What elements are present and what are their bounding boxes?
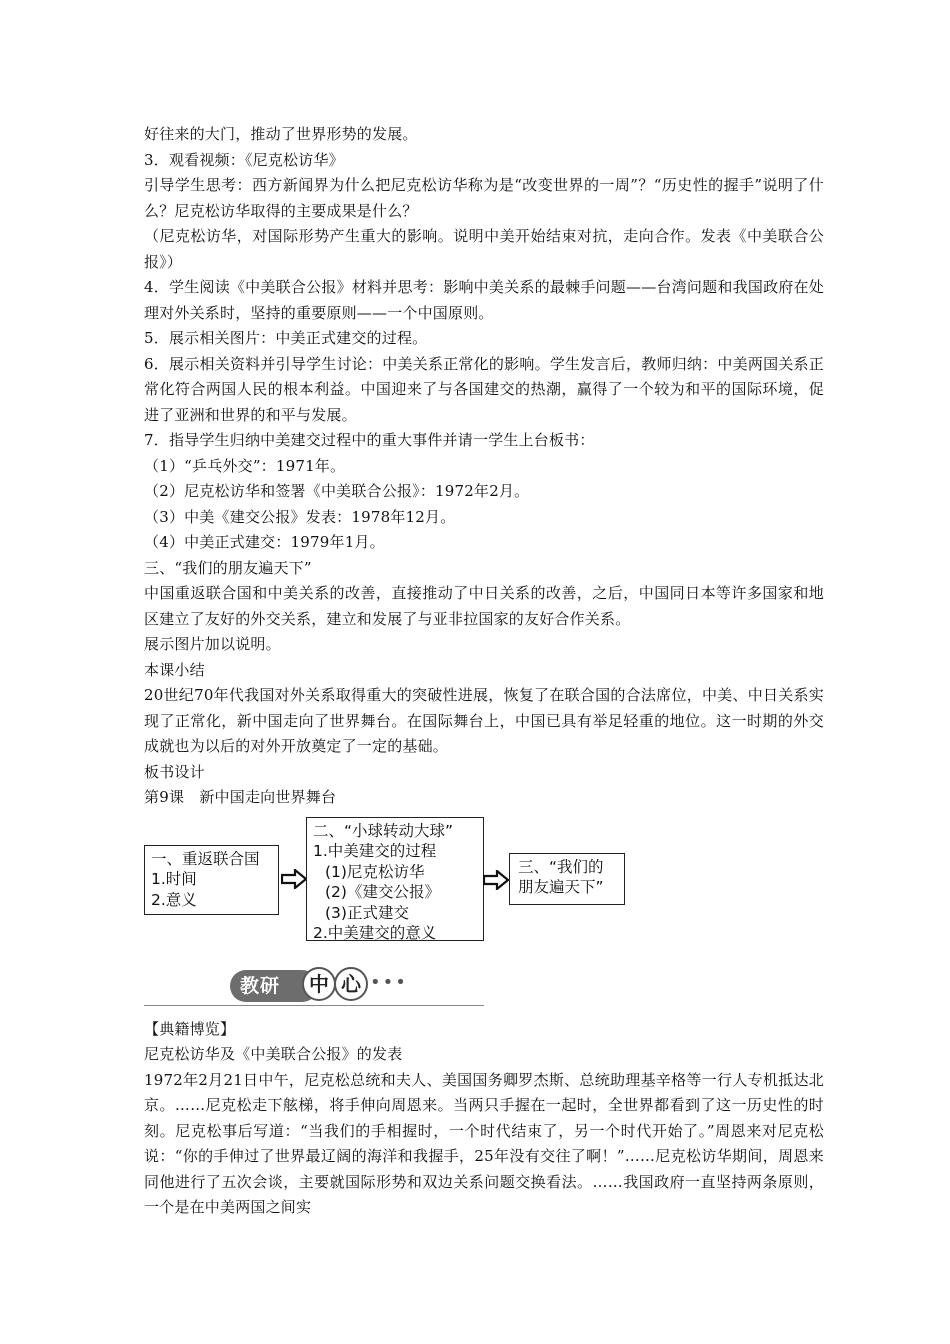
double-arrow-right-icon (483, 870, 509, 890)
paragraph: 好往来的大门，推动了世界形势的发展。 (144, 125, 418, 143)
section-heading: 【典籍博览】 (144, 1019, 236, 1038)
board-box-line: 三、“我们的 (518, 857, 604, 876)
research-center-banner (144, 965, 484, 1009)
list-item: （4）中美正式建交：1979年1月。 (144, 533, 385, 551)
board-box-friends (509, 853, 625, 905)
list-item: （1）“乒乓外交”：1971年。 (144, 456, 346, 475)
paragraph: 4．学生阅读《中美联合公报》材料并思考：影响中美关系的最棘手问题——台湾问题和我国政府在处理对外关系时，坚持的重要原则——一个中国原则。 (144, 278, 824, 322)
document-page (144, 0, 824, 1221)
paragraph: 引导学生思考：西方新闻界为什么把尼克松访华称为是“改变世界的一周”？“历史性的握手”说明了什么？尼克松访华取得的主要成果是什么？ (144, 176, 824, 220)
board-box-line: 朋友遍天下” (518, 878, 604, 896)
paragraph: 7．指导学生归纳中美建交过程中的重大事件并请一学生上台板书： (144, 431, 595, 449)
board-box-rejoin-un (144, 845, 279, 915)
paragraph: 3．观看视频：《尼克松访华》 (144, 150, 344, 169)
paragraph: 展示图片加以说明。 (144, 635, 281, 653)
board-box-subline: (1)尼克松访华 (325, 862, 425, 881)
banner-circle-char: 心 (334, 967, 368, 1001)
article-title: 尼克松访华及《中美联合公报》的发表 (144, 1045, 403, 1063)
board-box-line: 2.意义 (151, 890, 197, 909)
paragraph: 20世纪70年代我国对外关系取得重大的突破性进展，恢复了在联合国的合法席位，中美、中日关系实现了正常化，新中国走向了世界舞台。在国际舞台上，中国已具有举足轻重的地位。这一时期的外交成就也为以后的对外开放奠定了一定的基础。 (144, 686, 824, 755)
paragraph: 1972年2月21日中午，尼克松总统和夫人、美国国务卿罗杰斯、总统助理基辛格等一行人专机抵达北京。……尼克松走下舷梯，将手伸向周恩来。当两只手握在一起时，全世界都看到了这一历史性的时刻。尼克松事后写道：“当我们的手相握时，一个时代结束了，另一个时代开始了。”周恩来对尼克松说：“你的手伸过了世界最辽阔的海洋和我握手，25年没有交往了啊！”……尼克松访华期间，周恩来同他进行了五次会谈，主要就国际形势和双边关系问题交换看法。……我国政府一直坚持两条原则，一个是在中美两国之间实 (144, 1070, 824, 1216)
board-box-line: 2.中美建交的意义 (313, 924, 437, 942)
double-arrow-right-icon (281, 869, 307, 889)
lesson-title: 第9课 新中国走向世界舞台 (144, 788, 337, 806)
banner-pill: 教研 (230, 970, 318, 1002)
board-box-small-ball (306, 817, 484, 941)
section-heading: 三、“我们的朋友遍天下” (144, 558, 312, 577)
list-item: （3）中美《建交公报》发表：1978年12月。 (144, 507, 456, 526)
board-box-line: 1.中美建交的过程 (313, 842, 437, 860)
list-item: （2）尼克松访华和签署《中美联合公报》：1972年2月。 (144, 482, 530, 500)
board-box-subline: (3)正式建交 (325, 903, 409, 922)
banner-circle-char: 中 (302, 967, 336, 1001)
board-box-line: 一、重返联合国 (151, 849, 260, 868)
paragraph: 中国重返联合国和中美关系的改善，直接推动了中日关系的改善，之后，中国同日本等许多国家和地区建立了友好的外交关系，建立和发展了与亚非拉国家的友好合作关系。 (144, 584, 824, 628)
section-heading: 本课小结 (144, 660, 205, 679)
banner-dots: ••• (370, 971, 408, 993)
board-box-subline: (2)《建交公报》 (325, 883, 440, 901)
section-heading: 板书设计 (144, 762, 205, 781)
board-design-diagram (144, 817, 824, 942)
banner-divider (144, 1005, 484, 1006)
paragraph: 5．展示相关图片：中美正式建交的过程。 (144, 329, 428, 347)
paragraph: 6．展示相关资料并引导学生讨论：中美关系正常化的影响。学生发言后，教师归纳：中美两国关系正常化符合两国人民的根本利益。中国迎来了与各国建交的热潮，赢得了一个较为和平的国际环境，促进了亚洲和世界的和平与发展。 (144, 354, 824, 424)
paragraph: （尼克松访华，对国际形势产生重大的影响。说明中美开始结束对抗，走向合作。发表《中美联合公报》） (144, 227, 824, 271)
board-box-title: 二、“小球转动大球” (313, 821, 454, 840)
board-box-line: 1.时间 (151, 870, 197, 888)
